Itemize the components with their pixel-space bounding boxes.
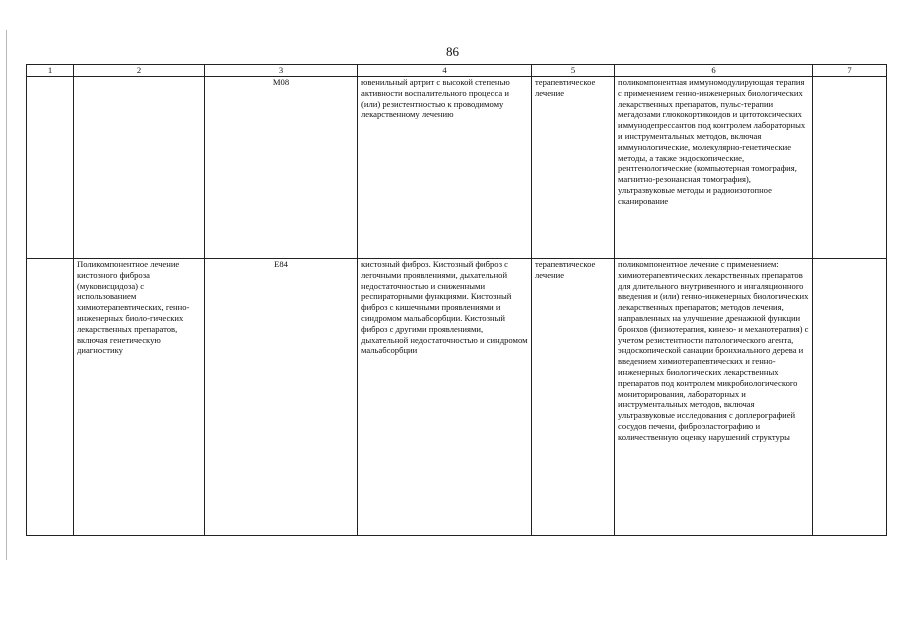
column-number-2: 2 bbox=[74, 65, 205, 77]
medical-care-table bbox=[26, 64, 887, 536]
treatment-kind-cell: терапевтическое лечение bbox=[532, 259, 615, 536]
diagnosis-cell: ювенильный артрит с высокой степенью активности воспалительного процесса и (или) резистентностью к проводимому лекарственному лечению bbox=[358, 77, 532, 259]
treatment-type-cell bbox=[74, 77, 205, 259]
icd-code-cell: E84 bbox=[205, 259, 358, 536]
treatment-method-cell: поликомпонентное лечение с применением: химиотерапевтических лекарственных препаратов для длительного внутривенного и ингаляционного введения и (или) генно-инженерных биологических лекарственных препаратов; методов лечения, направленных на улучшение дренажной функции бронхов (физиотерапия, кинезо- и механотерапия) с учетом резистентности патологического агента, эндоскопической санации бронхиального дерева и введением химиотерапевтических и генно-инженерных биологических лекарственных препаратов под контролем микробиологического мониторирования, лабораторных и инструментальных методов, включая ультразвуковые исследования с доплерографией сосудов печени, фиброэластографию и количественную оценку нарушений структуры bbox=[615, 259, 813, 536]
treatment-kind-cell: терапевтическое лечение bbox=[532, 77, 615, 259]
diagnosis-cell: кистозный фиброз. Кистозный фиброз с легочными проявлениями, дыхательной недостаточностью и сниженными респираторными функциями. Кистозный фиброз с кишечными проявлениями и синдромом мальабсорбции. Кистозный фиброз с другими проявлениями, дыхательной недостаточностью и синдромом мальабсорбции bbox=[358, 259, 532, 536]
icd-code-cell: M08 bbox=[205, 77, 358, 259]
cost-cell bbox=[813, 259, 887, 536]
column-number-7: 7 bbox=[813, 65, 887, 77]
column-number-3: 3 bbox=[205, 65, 358, 77]
table-row bbox=[27, 259, 887, 536]
column-number-6: 6 bbox=[615, 65, 813, 77]
cost-cell bbox=[813, 77, 887, 259]
column-number-4: 4 bbox=[358, 65, 532, 77]
page-number: 86 bbox=[446, 44, 459, 59]
binder-edge-line bbox=[6, 30, 7, 560]
row-number-cell bbox=[27, 77, 74, 259]
column-number-5: 5 bbox=[532, 65, 615, 77]
treatment-type-cell: Поликомпонентное лечение кистозного фиброза (муковисцидоза) с использованием химиотерапевтических, генно-инженерных биоло-гических лекарственных препаратов, включая генетическую диагностику bbox=[74, 259, 205, 536]
treatment-method-cell: поликомпонентная иммуномодулирующая терапия с применением генно-инженерных биологических лекарственных препаратов, пульс-терапии мегадозами глюкокортикоидов и цитотоксических иммунодепрессантов под контролем лабораторных и инструментальных методов, включая иммунологические, молекулярно-генетические методы, а также эндоскопические, рентгенологические (компьютерная томография, магнитно-резонансная томография), ультразвуковые методы и радиоизотопное сканирование bbox=[615, 77, 813, 259]
row-number-cell bbox=[27, 259, 74, 536]
table-row bbox=[27, 77, 887, 259]
column-number-1: 1 bbox=[27, 65, 74, 77]
table-header-row bbox=[27, 65, 887, 77]
